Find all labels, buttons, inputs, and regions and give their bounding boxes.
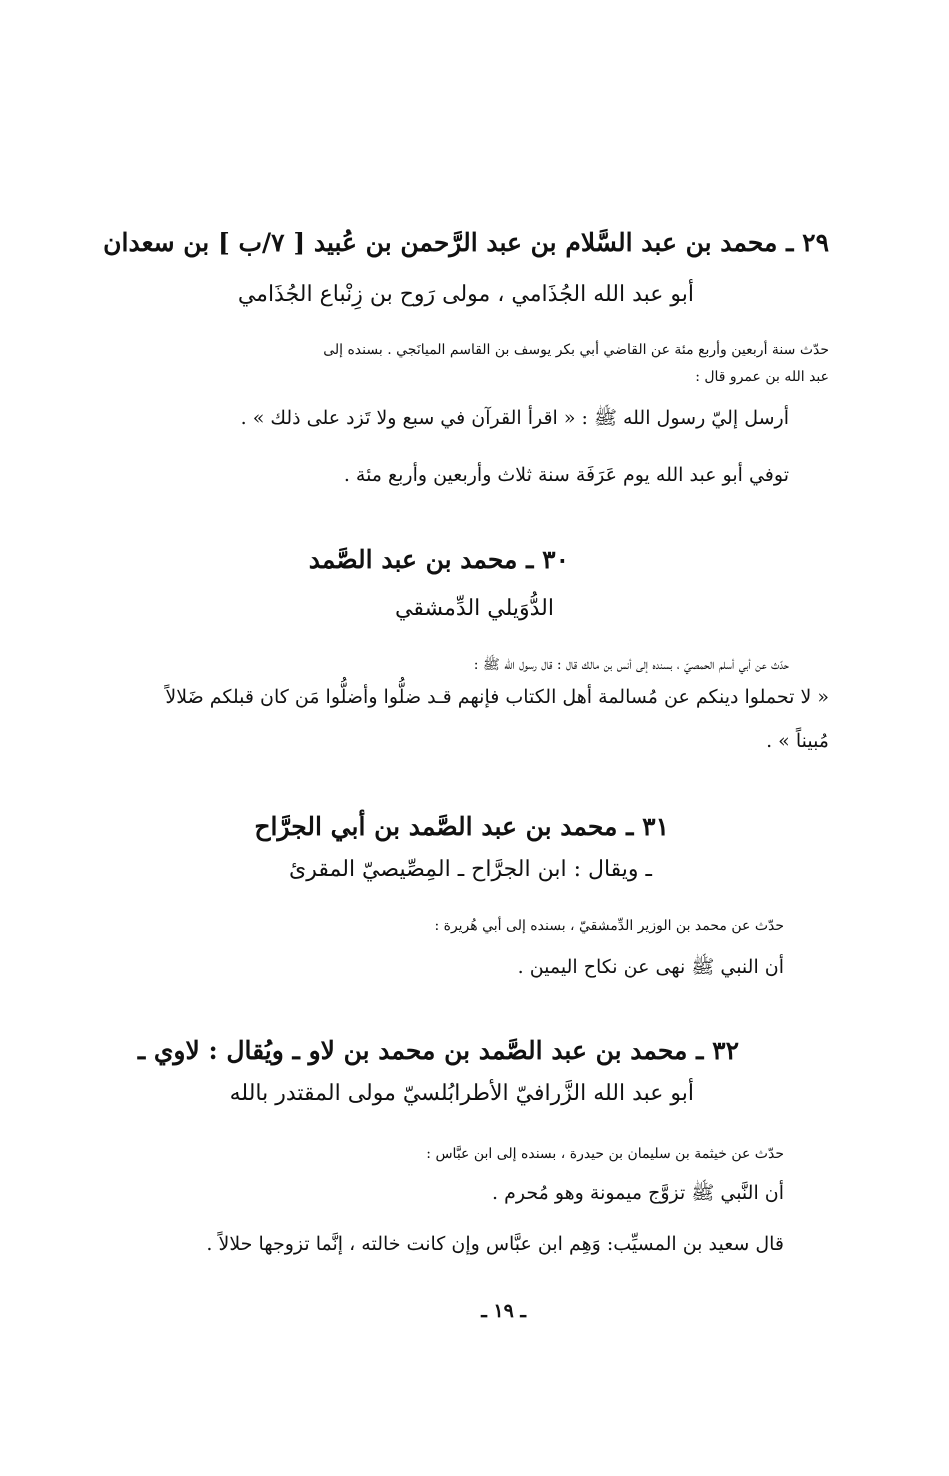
entry-32-hadith: أن النَّبي ﷺ تزوَّج ميمونة وهو مُحرم . — [492, 1182, 784, 1204]
entry-29-subtitle: أبو عبد الله الجُذَامي ، مولى رَوح بن زِنْباع الجُذَامي — [237, 282, 694, 307]
entry-29-chain-line-2: عبد الله بن عمرو قال : — [695, 369, 829, 385]
page-number: ـ ١٩ ـ — [481, 1300, 526, 1322]
entry-31-subtitle: ـ ويقال : ابن الجرَّاح ـ المِصِّيصيّ المقرئ — [289, 857, 652, 882]
entry-31-hadith: أن النبي ﷺ نهى عن نكاح اليمين . — [517, 956, 784, 978]
entry-30-chain: حدّث عن أبي أسلم الحمصيّ ، بسنده إلى أنس بن مالك قال : قال رسول الله ﷺ : — [473, 657, 789, 673]
entry-32-heading: ٣٢ ـ محمد بن عبد الصَّمد بن محمد بن لاو ـ ويُقال : لاوي ـ — [137, 1036, 739, 1065]
entry-30-hadith-line-2: مُبيناً » . — [766, 730, 829, 752]
entry-29-death-note: توفي أبو عبد الله يوم عَرَفَة سنة ثلاث وأربعين وأربع مئة . — [343, 464, 789, 486]
entry-30-heading: ٣٠ ـ محمد بن عبد الصَّمد — [308, 545, 569, 574]
entry-30-hadith-line-1: « لا تحملوا دينكم عن مُسالمة أهل الكتاب فإنهم قـد ضلُّوا وأضلُّوا مَن كان قبلكم ضَلالاً — [165, 686, 829, 708]
entry-31-heading: ٣١ ـ محمد بن عبد الصَّمد بن أبي الجرَّاح — [254, 812, 669, 841]
entry-30-subtitle: الدُّوَيلي الدِّمشقي — [395, 596, 554, 621]
entry-29-heading: ٢٩ ـ محمد بن عبد السَّلام بن عبد الرَّحمن بن عُبيد [ ٧/ب ] بن سعدان — [103, 228, 829, 257]
entry-32-subtitle: أبو عبد الله الزَّرافيّ الأطرابُلسيّ مولى المقتدر بالله — [229, 1081, 694, 1106]
entry-29-hadith: أرسل إليّ رسول الله ﷺ : « اقرأ القرآن في سبع ولا تَزد على ذلك » . — [240, 407, 789, 429]
entry-32-note: قال سعيد بن المسيِّب: وَهِم ابن عبَّاس وإن كانت خالته ، إنَّما تزوجها حلالاً . — [206, 1233, 784, 1255]
entry-32-chain: حدّث عن خيثمة بن سليمان بن حيدرة ، بسنده إلى ابن عبَّاس : — [426, 1146, 784, 1162]
entry-29-chain-line-1: حدّث سنة أربعين وأربع مئة عن القاضي أبي بكر يوسف بن القاسم الميانَجي . بسنده إلى — [323, 342, 829, 358]
entry-31-chain: حدّث عن محمد بن الوزير الدِّمشقيّ ، بسنده إلى أبي هُريرة : — [434, 918, 784, 934]
